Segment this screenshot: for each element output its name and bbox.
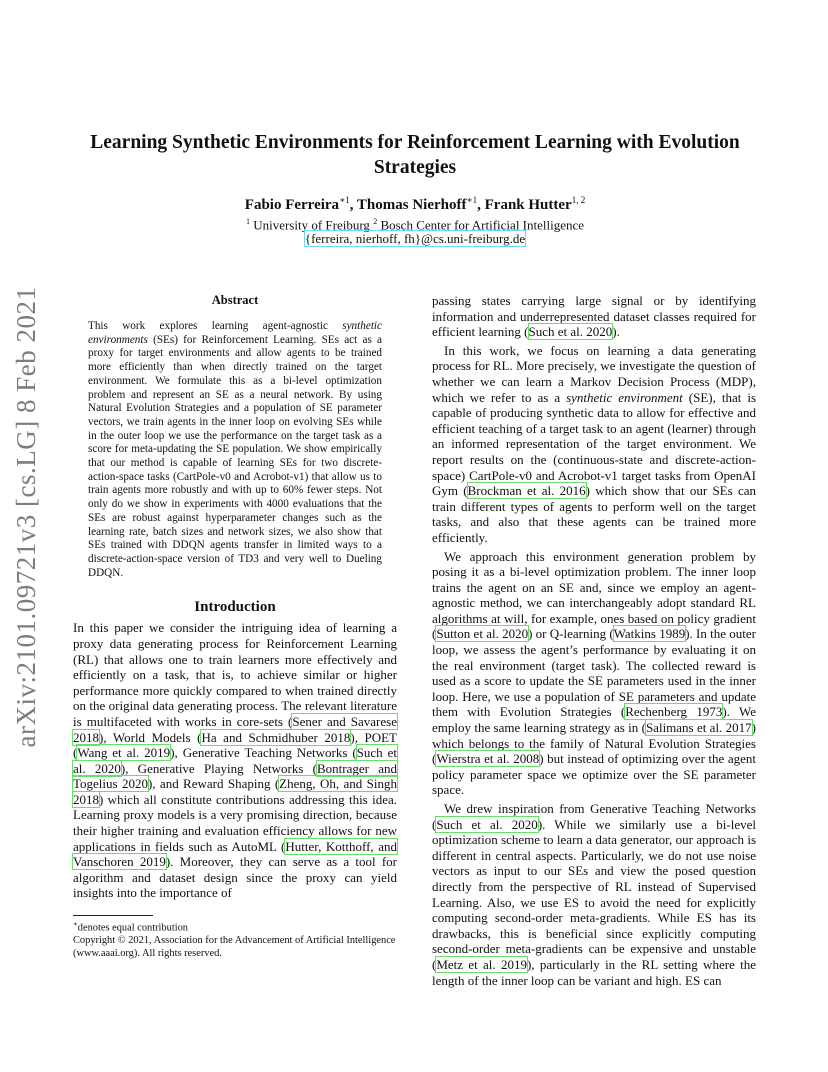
left-column <box>73 293 397 960</box>
citation-link[interactable]: Ha and Schmidhuber 2018 <box>201 729 351 745</box>
copyright-notice: Copyright © 2021, Association for the Advancement of Artificial Intelligence (www.aaai.org). All rights reserved. <box>73 935 396 959</box>
citation-link[interactable]: Rechenberg 1973 <box>625 704 723 720</box>
citation-link[interactable]: Watkins 1989 <box>613 626 686 642</box>
citation-link[interactable]: Sutton et al. 2020 <box>436 626 529 642</box>
citation-link[interactable]: Metz et al. 2019 <box>436 956 527 972</box>
abstract-heading: Abstract <box>211 293 259 307</box>
paper-title: Learning Synthetic Environments for Reinforcement Learning with Evolution Strategies <box>90 132 740 178</box>
author-marker: ∗1 <box>339 195 350 205</box>
author-name: Fabio Ferreira <box>244 197 340 213</box>
author-marker: 1, 2 <box>571 195 586 205</box>
citation-link[interactable]: Hutter, Kotthoff, and Vanschoren 2019 <box>73 838 397 870</box>
body-paragraph: passing states carrying large signal or by identifying information and underrepresented dataset classes required for efficient learning (Such et al. 2020). <box>432 293 756 340</box>
body-paragraph: We approach this environment generation problem by posing it as a bi-level optimization problem. The inner loop trains the agent on an SE and, since we employ an agent-agnostic method, we can interchangeably adopt standard RL algorithms at will, for example, ones based on policy gradient (Sutton et al. 2020) or Q-learning (Watkins 1989). In the outer loop, we assess the agent’s performance by evaluating it on the real environment (target task). The collected reward is used as a score to update the SE parameters used in the inner loop. Here, we use a population of SE parameters and update them with Evolution Strategies (Rechenberg 1973). We employ the same learning strategy as in (Salimans et al. 2017) which belongs to the family of Natural Evolution Strategies (Wierstra et al. 2008) but instead of optimizing over the agent policy parameter space we optimize over the SE parameter space. <box>432 548 756 798</box>
body-paragraph: In this work, we focus on learning a data generating process for RL. More precisely, we investigate the question of whether we can learn a Markov Decision Process (MDP), which we refer to as a synthetic environment (SE), that is capable of producing synthetic data to allow for effective and efficient teaching of a target task to an agent (learner) through an informed representation of the target environment. We report results on the (continuous-state and discrete-action-space) CartPole-v0 and Acrobot-v1 target tasks from OpenAI Gym (Brockman et al. 2016) which show that our SEs can train different types of agents to perform well on the target tasks, and also that these agents can be trained more efficiently. <box>432 342 757 545</box>
citation-link[interactable]: Wang et al. 2019 <box>77 745 171 761</box>
author-name: Frank Hutter <box>484 197 572 213</box>
citation-link[interactable]: Wierstra et al. 2008 <box>436 751 540 767</box>
body-paragraph: We drew inspiration from Generative Teaching Networks (Such et al. 2020). While we similarly use a bi-level optimization scheme to learn a data generator, our approach is different in central aspects. Particularly, we do not use noise vectors as input to our SEs and view the posed question directly from the perspective of RL instead of Supervised Learning. Also, we use ES to avoid the need for explicitly computing second-order meta-gradients. While ES has its drawbacks, this is beneficial since explicitly computing second-order meta-gradients can be expensive and unstable (Metz et al. 2019), particularly in the RL setting where the length of the inner loop can be variant and high. ES can <box>432 801 756 988</box>
affiliation-marker: 1 <box>245 217 250 226</box>
citation-link[interactable]: Such et al. 2020 <box>73 745 397 776</box>
email-line <box>60 230 770 247</box>
arxiv-identifier-stamp[interactable]: arXiv:2101.09721v3 [cs.LG] 8 Feb 2021 <box>11 286 41 748</box>
footnote: ∗denotes equal contribution <box>73 920 188 934</box>
email-link[interactable]: {ferreira, nierhoff, fh}@cs.uni-freiburg.de <box>304 231 526 246</box>
author-list: Fabio Ferreira$^{∗1}$, Thomas Nierhoff$^{∗1}$, Frank Hutter$^{1, 2}$ <box>244 195 586 213</box>
affiliation-name: University of Freiburg <box>253 217 370 233</box>
author-marker: ∗1 <box>466 195 478 205</box>
citation-link[interactable]: Zheng, Oh, and Singh 2018 <box>73 776 397 807</box>
right-column <box>432 293 756 988</box>
citation-link[interactable]: Brockman et al. 2016 <box>467 483 586 499</box>
citation-link[interactable]: Sener and Savarese 2018 <box>73 713 397 745</box>
citation-link[interactable]: Bontrager and Togelius 2020 <box>73 760 397 792</box>
introduction-heading: Introduction <box>194 599 276 616</box>
footnote-divider <box>73 915 153 916</box>
author-name: Thomas Nierhoff <box>356 197 467 213</box>
intro-paragraph: In this paper we consider the intriguing idea of learning a proxy data generating process for Reinforcement Learning (RL) that allows one to train learners more effectively and efficiently on a task, that is, to achieve similar or higher performance more quickly compared to when trained directly on the original data generating process. The relevant literature is multifaceted with works in core-sets (Sener and Savarese 2018), World Models (Ha and Schmidhuber 2018), POET (Wang et al. 2019), Generative Teaching Networks (Such et al. 2020), Generative Playing Networks (Bontrager and Togelius 2020), and Reward Shaping (Zheng, Oh, and Singh 2018) which all constitute contributions addressing this idea. Learning proxy models is a very promising direction, because their higher training and evaluation efficiency allows for new applications in fields such as AutoML (Hutter, Kotthoff, and Vanschoren 2019). Moreover, they can serve as a tool for algorithm and dataset design since the proxy can yield insights into the importance of <box>73 620 397 901</box>
citation-link[interactable]: Such et al. 2020 <box>436 816 538 832</box>
citation-link[interactable]: Salimans et al. 2017 <box>645 720 752 736</box>
citation-link[interactable]: Such et al. 2020 <box>528 324 613 340</box>
affiliation-name: Bosch Center for Artificial Intelligence <box>380 217 585 233</box>
abstract-body: This work explores learning agent-agnostic synthetic environments (SEs) for Reinforcement Learning. SEs act as a proxy for target environments and allow agents to be trained more efficiently than when directly trained on the target environment. We formulate this as a bi-level optimization problem and represent an SE as a neural network. By using Natural Evolution Strategies and a population of SE parameter vectors, we train agents in the inner loop on evolving SEs while in the outer loop we use the performance on the target task as a score for meta-updating the SE population. We show empirically that our method is capable of learning SEs for two discrete-action-space tasks (CartPole-v0 and Acrobot-v1) that allow us to train agents more robustly and with up to 60% fewer steps. Not only do we show in experiments with 4000 evaluations that the SEs are robust against hyperparameter changes such as the learning rate, batch sizes and network sizes, we also show that SEs trained with DDQN agents transfer in limited ways to a discrete-action-space version of TD3 and very well to Dueling DDQN. <box>88 320 382 579</box>
affiliation-marker: 2 <box>373 217 378 226</box>
